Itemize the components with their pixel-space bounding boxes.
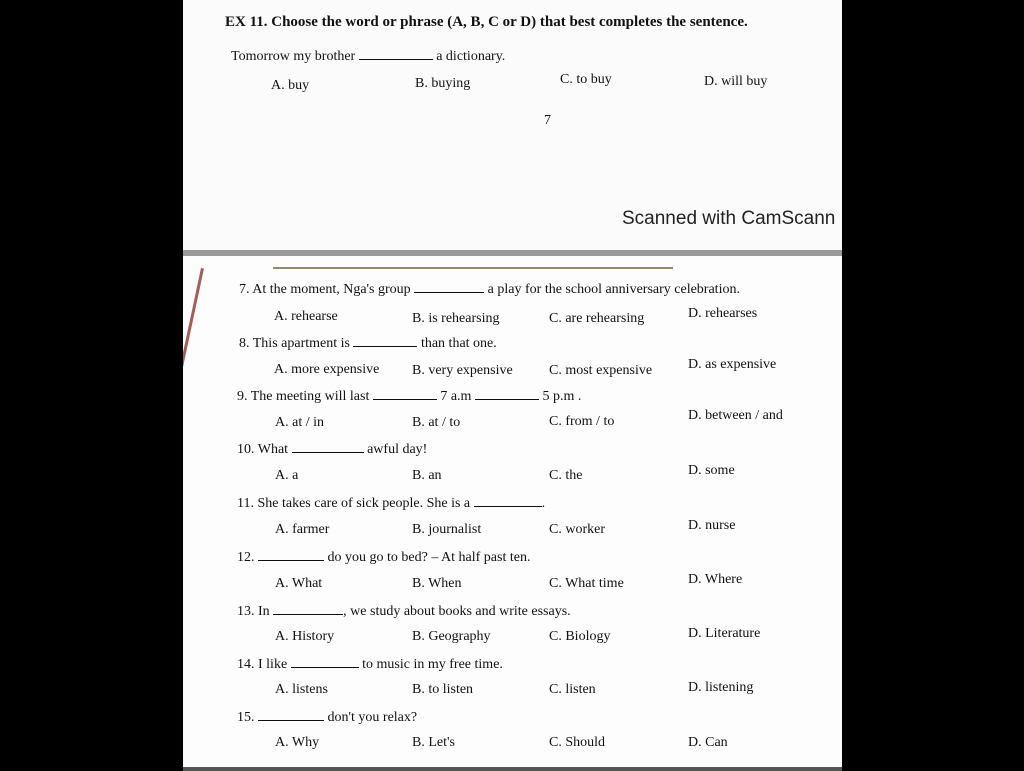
question-12 (237, 549, 530, 566)
question-text: 11. She takes care of sick people. She is a (237, 496, 471, 511)
option-d: D. between / and (688, 408, 783, 423)
question-14 (237, 656, 503, 673)
answer-blank (258, 709, 324, 721)
option-d: D. Can (688, 735, 728, 750)
question-13 (237, 603, 571, 620)
exercise-heading: EX 11. Choose the word or phrase (A, B, C or D) that best completes the sentence. (225, 14, 748, 30)
option-b: B. Geography (412, 629, 491, 644)
page-number: 7 (544, 113, 551, 128)
answer-blank (414, 281, 484, 293)
question-text: 7. At the moment, Nga's group (239, 282, 411, 297)
option-a: A. rehearse (274, 309, 338, 324)
option-c: C. from / to (549, 414, 615, 429)
option-a: A. listens (275, 682, 328, 697)
question-15 (237, 709, 417, 726)
scroll-indicator (183, 767, 842, 771)
question-text: to music in my free time. (362, 657, 503, 672)
answer-blank (273, 603, 343, 615)
option-b: B. very expensive (412, 363, 513, 378)
option-b: B. When (412, 576, 462, 591)
option-b: B. journalist (412, 522, 482, 537)
question-text: 9. The meeting will last (237, 389, 370, 404)
option-a: A. a (275, 468, 299, 483)
question-6 (231, 48, 505, 65)
question-text: 12. (237, 550, 255, 565)
question-text: Tomorrow my brother (231, 49, 356, 64)
option-c: C. worker (549, 522, 605, 537)
option-c: C. most expensive (549, 363, 653, 378)
option-d: D. nurse (688, 518, 736, 533)
question-text: do you go to bed? – At half past ten. (327, 550, 531, 565)
paper-edge (183, 268, 204, 386)
option-a: A. History (275, 629, 335, 644)
option-a: A. more expensive (274, 362, 380, 377)
option-c: C. the (549, 468, 583, 483)
answer-blank (353, 335, 417, 347)
option-c: C. Should (549, 735, 606, 750)
option-a: A. buy (271, 78, 310, 93)
answer-blank (359, 48, 433, 60)
option-d: D. Where (688, 572, 743, 587)
option-b: B. is rehearsing (412, 311, 500, 326)
option-d: D. rehearses (688, 306, 758, 321)
question-11 (237, 495, 545, 512)
question-text: a dictionary. (436, 49, 506, 64)
question-7 (239, 281, 740, 298)
option-d: D. some (688, 463, 735, 478)
question-10 (237, 441, 427, 458)
page-top (183, 0, 842, 250)
question-text: 7 a.m (440, 389, 472, 404)
question-text: . (541, 496, 546, 511)
option-c: C. Biology (549, 629, 611, 644)
answer-blank (475, 388, 539, 400)
question-text: 10. What (237, 442, 289, 457)
option-b: B. at / to (412, 415, 461, 430)
answer-blank (291, 656, 359, 668)
question-text: 13. In (237, 604, 270, 619)
option-c: C. are rehearsing (549, 311, 645, 326)
option-c: C. listen (549, 682, 596, 697)
question-text: , we study about books and write essays. (343, 604, 571, 619)
question-text: don't you relax? (327, 710, 418, 725)
question-8 (239, 335, 497, 352)
option-b: B. Let's (412, 735, 455, 750)
question-text: a play for the school anniversary celebration. (487, 282, 740, 297)
question-text: 14. I like (237, 657, 288, 672)
question-text: 8. This apartment is (239, 336, 350, 351)
option-d: D. Literature (688, 626, 761, 641)
page-bottom (183, 256, 842, 767)
option-c: C. What time (549, 576, 624, 591)
option-b: B. to listen (412, 682, 474, 697)
option-b: B. an (412, 468, 442, 483)
option-d: D. will buy (704, 74, 768, 89)
question-text: than that one. (420, 336, 497, 351)
answer-blank (373, 388, 437, 400)
option-c: C. to buy (560, 72, 612, 87)
question-9 (237, 388, 581, 405)
paper-edge (273, 267, 673, 269)
question-text: awful day! (367, 442, 428, 457)
answer-blank (292, 441, 364, 453)
option-d: D. as expensive (688, 357, 777, 372)
option-a: A. farmer (275, 522, 330, 537)
scanner-watermark: Scanned with CamScann (622, 208, 836, 229)
answer-blank (258, 549, 324, 561)
answer-blank (474, 495, 542, 507)
option-a: A. at / in (275, 415, 324, 430)
option-a: A. Why (275, 735, 320, 750)
question-text: 15. (237, 710, 255, 725)
question-text: 5 p.m . (542, 389, 582, 404)
option-d: D. listening (688, 680, 754, 695)
option-a: A. What (275, 576, 323, 591)
option-b: B. buying (415, 76, 471, 91)
